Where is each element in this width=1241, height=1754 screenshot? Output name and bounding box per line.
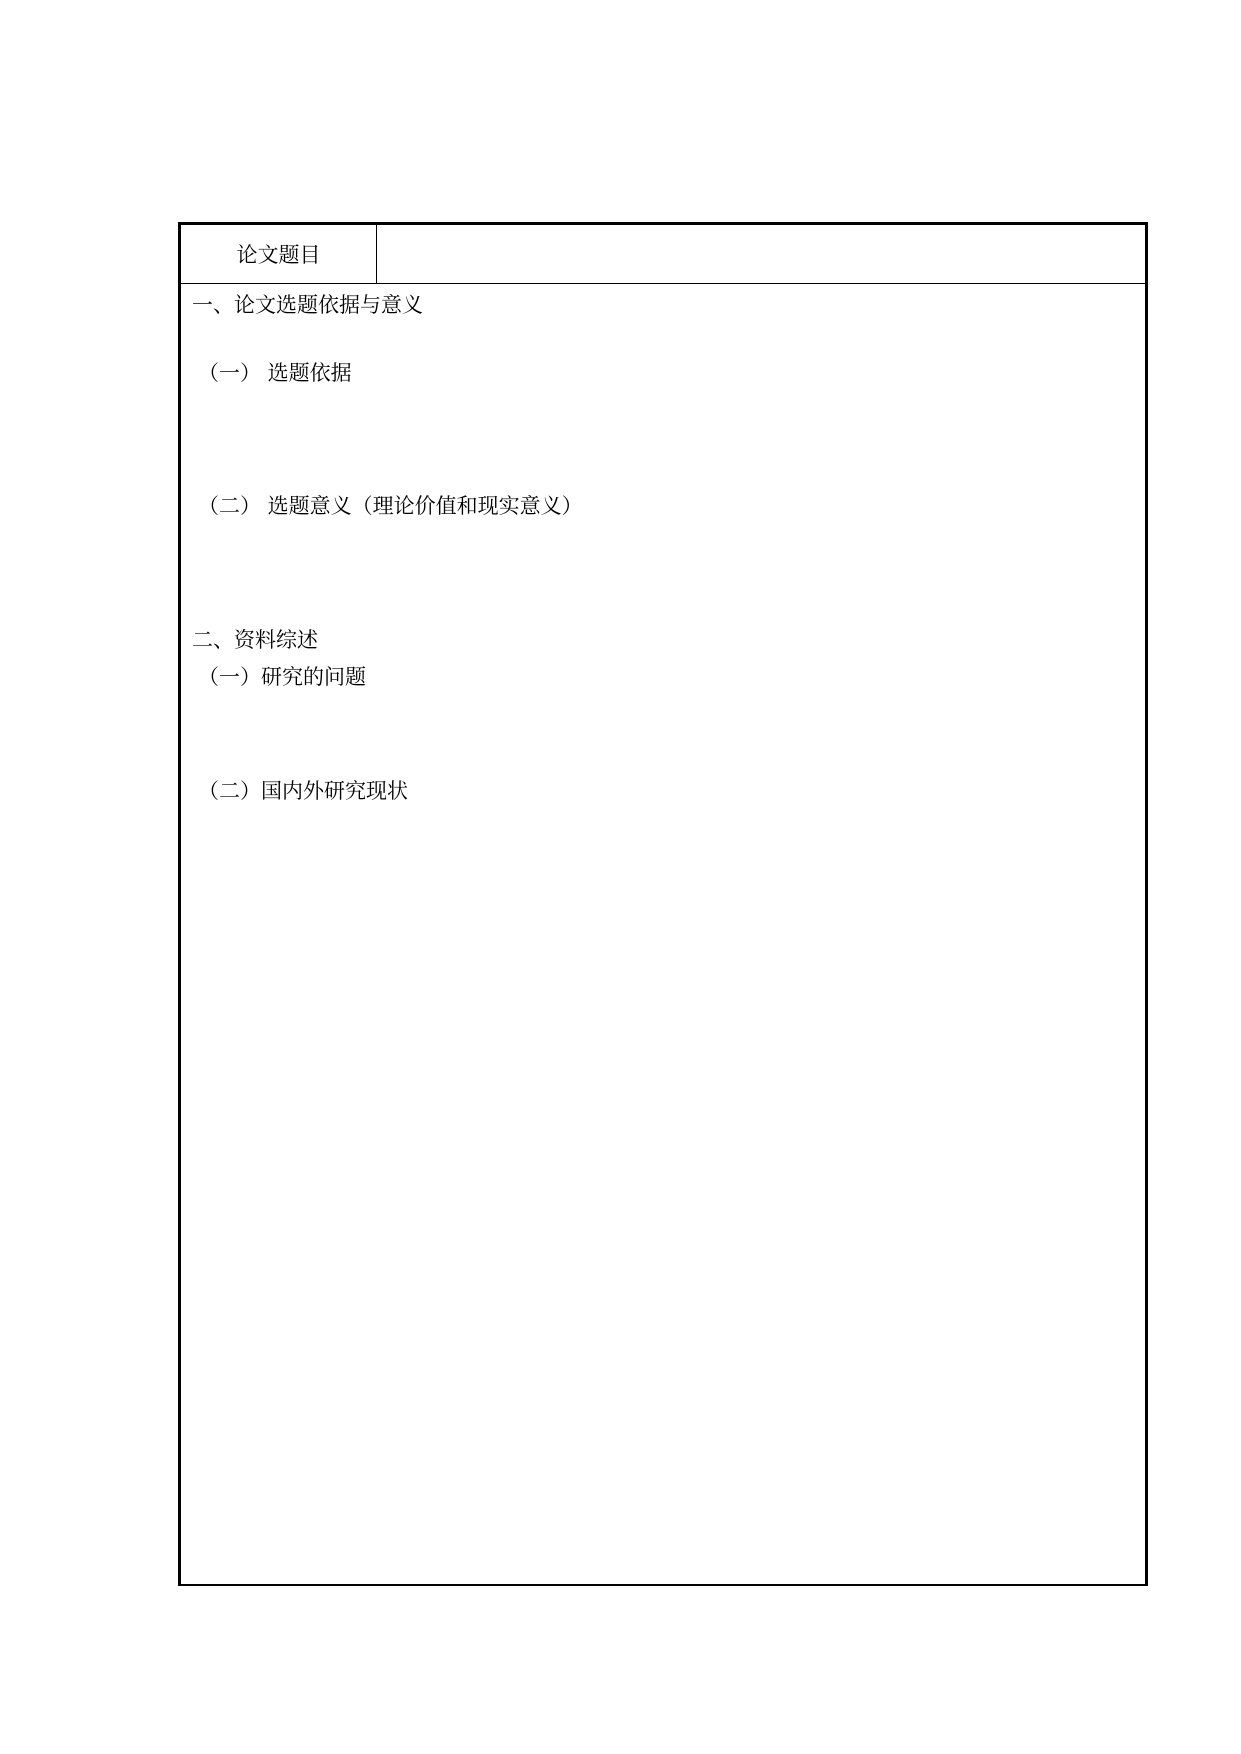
section-1-heading: 一、论文选题依据与意义 (192, 293, 423, 317)
proposal-form (178, 222, 1148, 1586)
section-2-heading: 二、资料综述 (192, 628, 318, 652)
section-1-item-1: （一） 选题依据 (198, 361, 352, 385)
section-2-item-1: （一）研究的问题 (198, 665, 366, 689)
section-1-item-2: （二） 选题意义（理论价值和现实意义） (198, 494, 583, 518)
thesis-title-field[interactable] (378, 225, 1145, 283)
thesis-title-label: 论文题目 (181, 225, 377, 283)
section-2-item-2: （二）国内外研究现状 (198, 779, 408, 803)
thesis-title-row (181, 225, 1145, 284)
